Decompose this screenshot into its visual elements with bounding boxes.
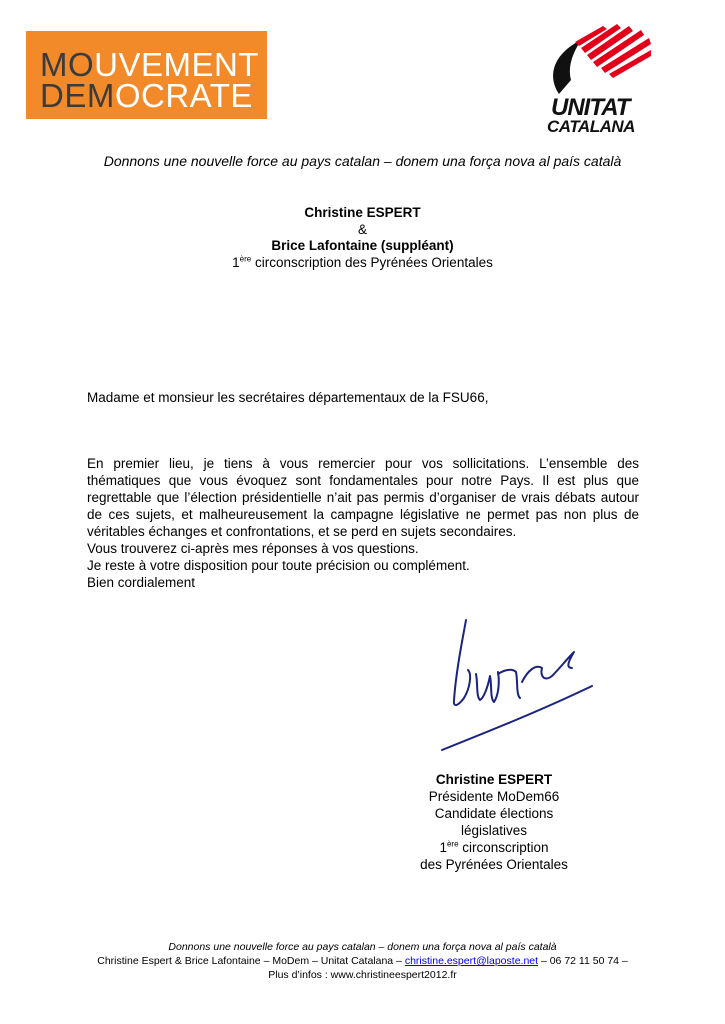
logo-line-1: MOUVEMENT <box>40 46 260 83</box>
letter-line: Je reste à votre disposition pour toute précision ou complément. <box>87 558 470 573</box>
candidate-constituency: 1ère circonscription des Pyrénées Orientales <box>232 254 493 270</box>
header-slogan: Donnons une nouvelle force au pays catalan – donem una força nova al país català <box>103 153 622 169</box>
page-footer <box>0 940 725 982</box>
footer-contact: Christine Espert & Brice Lafontaine – MoDem – Unitat Catalana – christine.espert@laposte.net – 06 72 11 50 74 – <box>97 955 628 967</box>
signature-block <box>404 771 584 873</box>
letter-closing: Bien cordialement <box>87 575 196 590</box>
email-link[interactable]: christine.espert@laposte.net <box>404 955 539 967</box>
candidate-name-1: Christine ESPERT <box>304 205 421 220</box>
footer-slogan: Donnons une nouvelle force au pays catalan – donem una força nova al país català <box>168 941 557 953</box>
signatory-name: Christine ESPERT <box>435 772 553 787</box>
logo-line-2: DEMOCRATE <box>40 77 253 114</box>
signatory-role: Candidate élections législatives <box>434 806 554 838</box>
letter-line: Vous trouverez ci-après mes réponses à vos questions. <box>87 541 419 556</box>
signatory-constituency: 1ère circonscription <box>439 839 549 855</box>
mouvement-democrate-logo <box>26 31 267 119</box>
handwritten-signature <box>432 612 602 752</box>
footer-website: Plus d’infos : www.christineespert2012.fr <box>268 969 457 981</box>
red-swoosh-icon <box>545 20 655 100</box>
logo-unitat-text: UNITAT <box>551 94 630 121</box>
logo-catalana-text: CATALANA <box>547 117 635 136</box>
letter-greeting: Madame et monsieur les secrétaires départementaux de la FSU66, <box>87 390 489 405</box>
letter-paragraph: En premier lieu, je tiens à vous remercier pour vos sollicitations. L’ensemble des thématiques que vous évoquez sont fondamentales pour notre Pays. Il est plus que regrettable que l’élection présidentielle n’ait pas permis d’organiser de vrais débats autour de ces sujets, et malheureusement la campagne législative ne permet pas non plus de véritables échanges et confrontations, et se perd en sujets secondaires. <box>87 456 639 539</box>
unitat-catalana-logo <box>545 20 655 138</box>
letter-body <box>87 455 639 591</box>
candidate-name-2: Brice Lafontaine (suppléant) <box>271 238 454 253</box>
signatory-role: Présidente MoDem66 <box>428 789 560 804</box>
signatory-region: des Pyrénées Orientales <box>420 857 568 872</box>
candidate-ampersand: & <box>357 222 367 237</box>
